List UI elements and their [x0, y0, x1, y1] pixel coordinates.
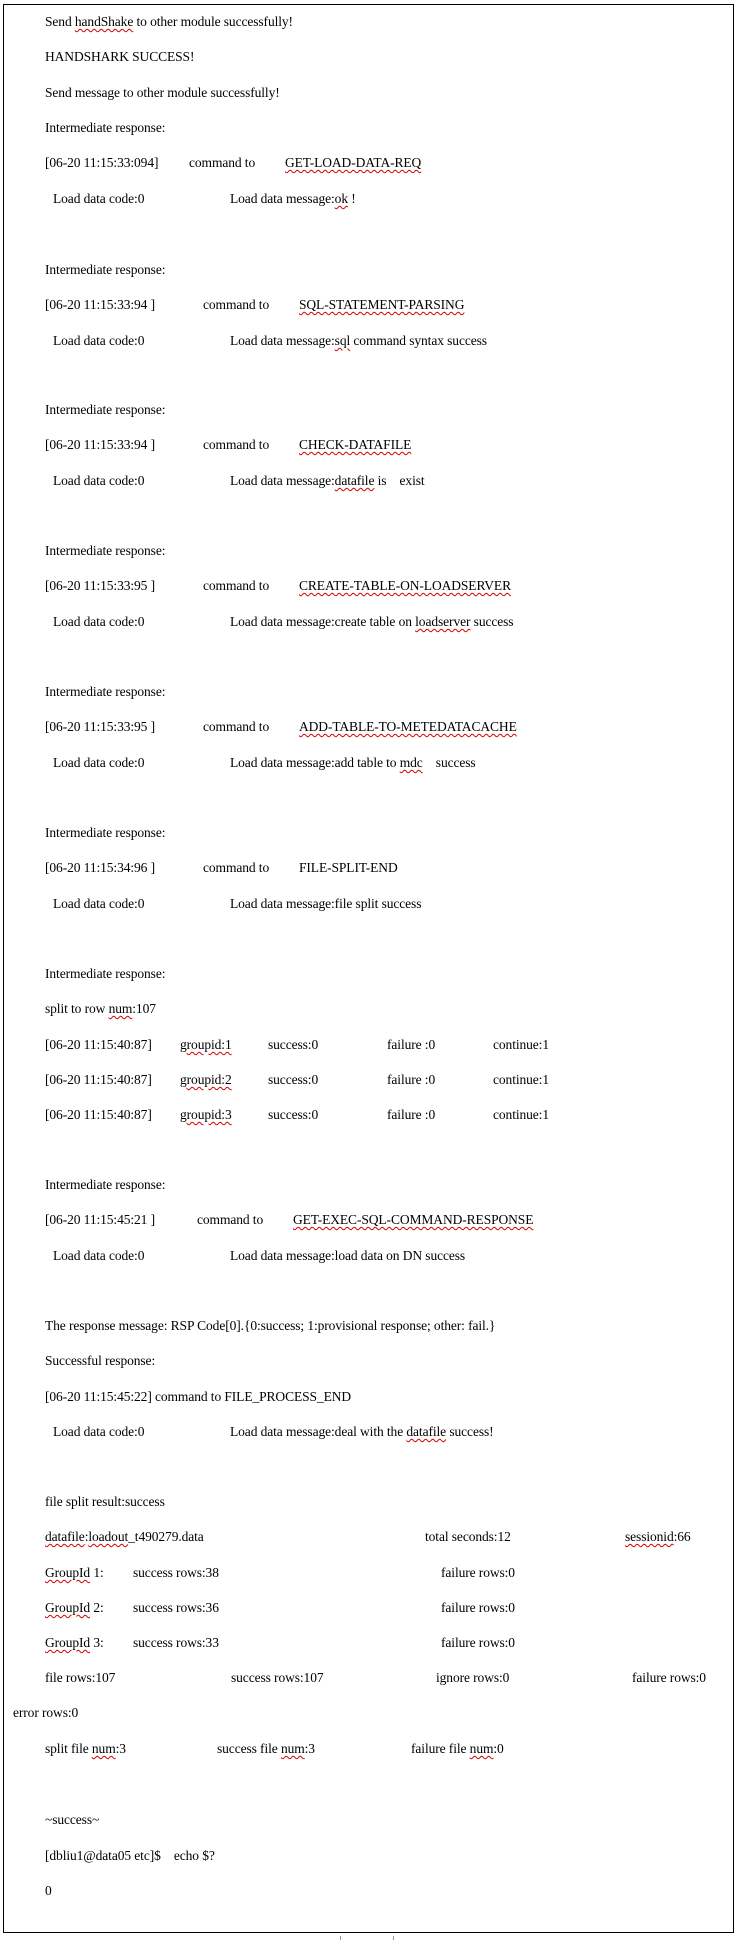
final-code: Load data code:0 — [53, 1424, 145, 1439]
groupid-rest: 1: — [90, 1565, 104, 1580]
load-data-line — [53, 333, 487, 349]
summary-group-failure: failure rows:0 — [441, 1565, 515, 1580]
success-file-pre: success file — [217, 1741, 281, 1756]
datafile-flag: datafile — [45, 1529, 85, 1544]
error-rows: error rows:0 — [13, 1705, 79, 1720]
split-intermediate-label: Intermediate response: — [45, 966, 166, 981]
command-line — [45, 437, 411, 453]
group-success: success:0 — [268, 1037, 319, 1052]
load-data-code: Load data code:0 — [53, 755, 145, 770]
group-timestamp: [06-20 11:15:40:87] — [45, 1107, 152, 1122]
intermediate-label: Intermediate response: — [45, 825, 166, 840]
groupid-rest: 2: — [90, 1600, 104, 1615]
message-rest: is exist — [374, 473, 425, 488]
final-message-rest: success! — [446, 1424, 494, 1439]
page-marker-left — [340, 1936, 341, 1940]
message-flag: mdc — [399, 755, 423, 770]
sessionid-rest: :66 — [673, 1529, 691, 1544]
command-target: ADD-TABLE-TO-METEDATACACHE — [299, 719, 517, 734]
command-line — [45, 719, 517, 735]
load-data-message — [230, 614, 513, 630]
ignore-rows: ignore rows:0 — [436, 1670, 510, 1685]
success-file-num-flag: num — [280, 1741, 305, 1756]
command-label: command to — [203, 578, 270, 593]
datafile-name — [45, 1529, 425, 1545]
datafile-line — [45, 1529, 691, 1545]
command-line — [45, 860, 398, 876]
load-data-line — [53, 473, 425, 489]
page-marker-right — [393, 1936, 394, 1940]
intermediate-label: Intermediate response: — [45, 543, 166, 558]
success-file-rest: :3 — [304, 1741, 315, 1756]
group-id: groupid:3 — [180, 1107, 232, 1122]
split-label-flag: num — [108, 1001, 133, 1016]
final-load-line — [53, 1424, 494, 1440]
load-data-message — [230, 473, 425, 489]
command-target: SQL-STATEMENT-PARSING — [299, 297, 465, 312]
group-continue: continue:1 — [493, 1107, 549, 1122]
successful-response-label: Successful response: — [45, 1353, 156, 1368]
load-data-line — [53, 755, 476, 771]
split-file-num-flag: num — [91, 1741, 116, 1756]
intro-line-2: HANDSHARK SUCCESS! — [45, 49, 195, 64]
summary-group-id — [45, 1565, 133, 1581]
datafile-colon: : — [84, 1529, 89, 1544]
load-data-code: Load data code:0 — [53, 191, 145, 206]
summary-group-line — [45, 1635, 515, 1651]
command-target: CREATE-TABLE-ON-LOADSERVER — [299, 578, 511, 593]
message-rest: file split success — [334, 896, 422, 911]
group-timestamp: [06-20 11:15:40:87] — [45, 1072, 152, 1087]
load-data-code: Load data code:0 — [53, 896, 145, 911]
file-num-line — [45, 1741, 504, 1757]
sessionid-flag: sessionid — [625, 1529, 674, 1544]
summary-group-success: success rows:36 — [133, 1600, 219, 1615]
groupid-flag: GroupId — [45, 1635, 91, 1650]
intro-line-3: Send message to other module successfully! — [45, 85, 280, 100]
load-data-line — [53, 191, 356, 207]
command-timestamp: [06-20 11:15:33:094] — [45, 155, 159, 170]
handshake-word: handShake — [74, 14, 134, 29]
file-split-result: file split result:success — [45, 1494, 165, 1509]
message-rest: command syntax success — [350, 333, 487, 348]
message-prefix: Load data message: — [230, 755, 335, 770]
intermediate-label: Intermediate response: — [45, 262, 166, 277]
message-pre: add table to — [334, 755, 400, 770]
group-id: groupid:1 — [180, 1037, 232, 1052]
intro-1-rest: to other module successfully! — [133, 14, 293, 29]
final-message — [230, 1424, 494, 1440]
load-data-line — [53, 896, 421, 912]
command-timestamp: [06-20 11:15:34:96 ] — [45, 860, 155, 875]
command-label: command to — [189, 155, 256, 170]
intro-line-1 — [45, 14, 293, 30]
rsp-code-line: The response message: RSP Code[0].{0:success; 1:provisional response; other: fail.} — [45, 1318, 496, 1333]
load-data-message — [230, 333, 487, 349]
load-data-code: Load data code:0 — [53, 614, 145, 629]
command-timestamp: [06-20 11:15:33:94 ] — [45, 437, 155, 452]
message-prefix: Load data message: — [230, 191, 335, 206]
intro-1-pre: Send — [45, 14, 75, 29]
exec-intermediate-label: Intermediate response: — [45, 1177, 166, 1192]
final-message-pre: deal with the — [334, 1424, 407, 1439]
command-line — [45, 578, 511, 594]
failure-file-rest: :0 — [493, 1741, 504, 1756]
message-flag: ok — [334, 191, 348, 206]
command-timestamp: [06-20 11:15:33:95 ] — [45, 719, 155, 734]
message-rest: ! — [347, 191, 356, 206]
exec-message-text: load data on DN success — [334, 1248, 466, 1263]
split-group-line — [45, 1037, 549, 1053]
summary-group-success: success rows:38 — [133, 1565, 219, 1580]
message-prefix: Load data message: — [230, 896, 335, 911]
exec-message-prefix: Load data message: — [230, 1248, 335, 1263]
group-id: groupid:2 — [180, 1072, 232, 1087]
exit-code: 0 — [45, 1883, 52, 1898]
intermediate-label: Intermediate response: — [45, 402, 166, 417]
final-message-prefix: Load data message: — [230, 1424, 335, 1439]
split-file-num — [45, 1741, 217, 1757]
group-continue: continue:1 — [493, 1072, 549, 1087]
summary-group-success: success rows:33 — [133, 1635, 219, 1650]
message-prefix: Load data message: — [230, 614, 335, 629]
command-target: FILE-SPLIT-END — [299, 860, 398, 875]
load-data-line — [53, 614, 513, 630]
split-file-rest: :3 — [115, 1741, 126, 1756]
exec-command-label: command to — [197, 1212, 264, 1227]
message-flag: datafile — [334, 473, 375, 488]
message-prefix: Load data message: — [230, 473, 335, 488]
success-marker: ~success~ — [45, 1812, 100, 1827]
success-file-num — [217, 1741, 411, 1757]
exec-command-target: GET-EXEC-SQL-COMMAND-RESPONSE — [293, 1212, 534, 1227]
command-label: command to — [203, 297, 270, 312]
load-data-message — [230, 896, 421, 912]
message-prefix: Load data message: — [230, 333, 335, 348]
exec-code: Load data code:0 — [53, 1248, 145, 1263]
command-label: command to — [203, 860, 270, 875]
summary-group-line — [45, 1600, 515, 1616]
load-data-message — [230, 191, 356, 207]
split-group-line — [45, 1107, 549, 1123]
loadout-flag: loadout — [88, 1529, 129, 1544]
summary-group-failure: failure rows:0 — [441, 1635, 515, 1650]
final-command-line: [06-20 11:15:45:22] command to FILE_PROCESS_END — [45, 1389, 352, 1404]
command-line — [45, 297, 464, 313]
file-rows: file rows:107 — [45, 1670, 116, 1685]
load-data-code: Load data code:0 — [53, 333, 145, 348]
split-label-pre: split to row — [45, 1001, 109, 1016]
command-label: command to — [203, 437, 270, 452]
total-seconds: total seconds:12 — [425, 1529, 511, 1544]
summary-group-id — [45, 1600, 133, 1616]
load-data-code: Load data code:0 — [53, 473, 145, 488]
group-failure: failure :0 — [387, 1072, 436, 1087]
command-timestamp: [06-20 11:15:33:95 ] — [45, 578, 155, 593]
session-id — [625, 1529, 691, 1545]
intermediate-label: Intermediate response: — [45, 120, 166, 135]
exec-timestamp: [06-20 11:15:45:21 ] — [45, 1212, 155, 1227]
message-rest: success — [422, 755, 476, 770]
load-data-message — [230, 755, 476, 771]
split-file-pre: split file — [45, 1741, 92, 1756]
command-target: CHECK-DATAFILE — [299, 437, 412, 452]
group-success: success:0 — [268, 1072, 319, 1087]
group-success: success:0 — [268, 1107, 319, 1122]
message-pre: create table on — [334, 614, 416, 629]
shell-prompt: [dbliu1@data05 etc]$ echo $? — [45, 1848, 215, 1863]
groupid-flag: GroupId — [45, 1600, 91, 1615]
split-row-num — [45, 1001, 156, 1017]
command-target: GET-LOAD-DATA-REQ — [285, 155, 422, 170]
groupid-flag: GroupId — [45, 1565, 91, 1580]
command-timestamp: [06-20 11:15:33:94 ] — [45, 297, 155, 312]
group-failure: failure :0 — [387, 1037, 436, 1052]
summary-group-id — [45, 1635, 133, 1651]
group-failure: failure :0 — [387, 1107, 436, 1122]
summary-group-failure: failure rows:0 — [441, 1600, 515, 1615]
totals-line — [45, 1670, 706, 1686]
exec-load-line — [53, 1248, 465, 1264]
exec-message — [230, 1248, 465, 1264]
intermediate-label: Intermediate response: — [45, 684, 166, 699]
final-message-flag: datafile — [406, 1424, 447, 1439]
group-continue: continue:1 — [493, 1037, 549, 1052]
failure-file-num — [411, 1741, 504, 1757]
failure-file-num-flag: num — [469, 1741, 494, 1756]
total-failure-rows: failure rows:0 — [632, 1670, 706, 1685]
split-group-line — [45, 1072, 549, 1088]
command-line — [45, 155, 421, 171]
exec-command-line — [45, 1212, 533, 1228]
total-success-rows: success rows:107 — [231, 1670, 324, 1685]
failure-file-pre: failure file — [411, 1741, 470, 1756]
command-label: command to — [203, 719, 270, 734]
summary-group-line — [45, 1565, 515, 1581]
message-rest: success — [470, 614, 514, 629]
message-flag: loadserver — [415, 614, 471, 629]
message-flag: sql — [334, 333, 351, 348]
group-timestamp: [06-20 11:15:40:87] — [45, 1037, 152, 1052]
groupid-rest: 3: — [90, 1635, 104, 1650]
split-label-rest: :107 — [132, 1001, 156, 1016]
datafile-rest: _t490279.data — [128, 1529, 204, 1544]
